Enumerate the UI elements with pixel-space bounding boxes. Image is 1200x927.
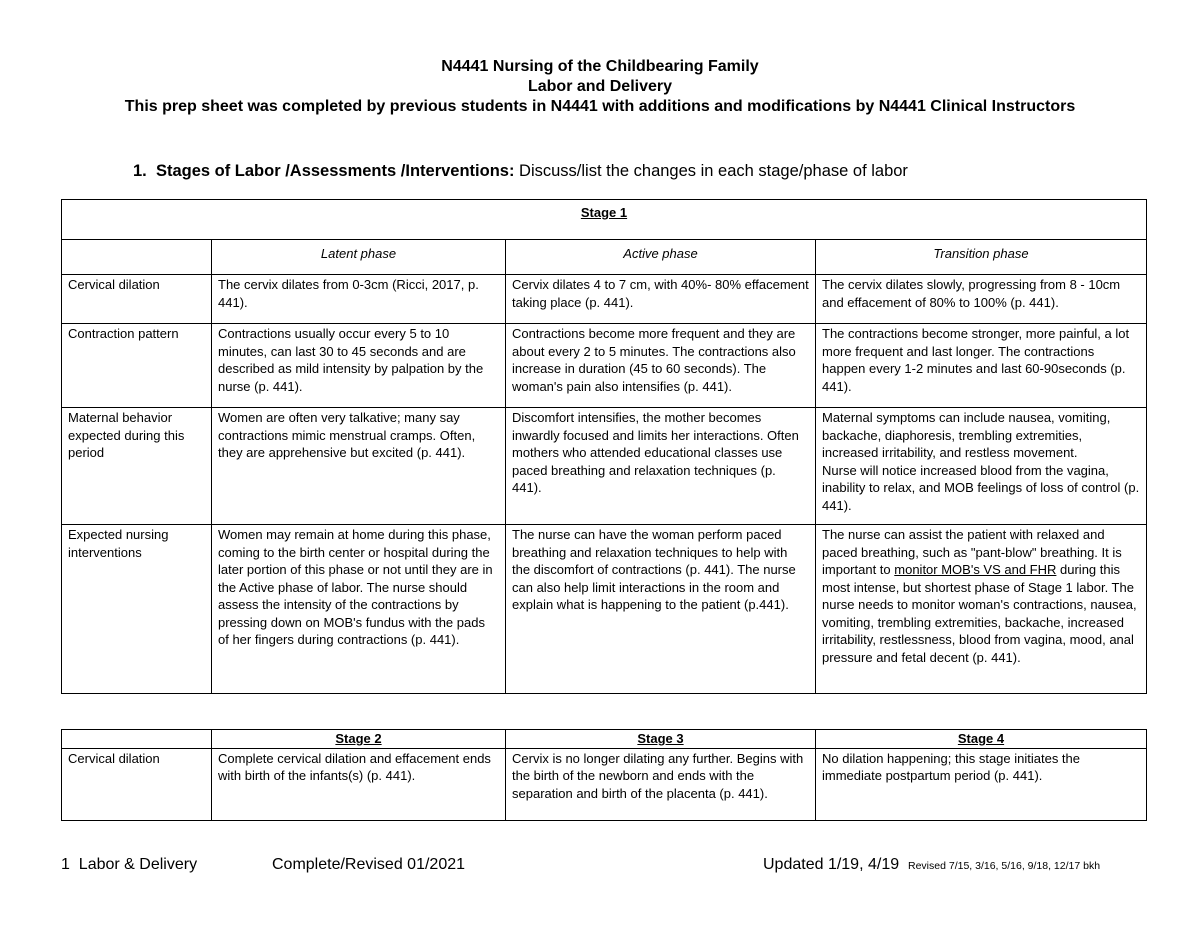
row-label: Contraction pattern <box>62 324 212 408</box>
table-cell: The cervix dilates slowly, progressing from 8 - 10cm and effacement of 80% to 100% (p. 441). <box>816 275 1147 324</box>
table-cell: No dilation happening; this stage initiates the immediate postpartum period (p. 441). <box>816 748 1147 820</box>
intervention-text-underlined: monitor MOB's VS and FHR <box>894 562 1057 577</box>
table-cell: Contractions become more frequent and they are about every 2 to 5 minutes. The contractions also increase in duration (45 to 60 seconds). The woman's pain also intensifies (p. 441). <box>506 324 816 408</box>
table-cell: Complete cervical dilation and effacement ends with birth of the infants(s) (p. 441). <box>212 748 506 820</box>
section-title: Stages of Labor /Assessments /Interventions: <box>155 162 515 180</box>
table-cell: The nurse can have the woman perform paced breathing and relaxation techniques to help with the discomfort of contractions (p. 441). The nurse can also help limit interactions in the room and explain what is happening to the patient (p.441). <box>506 525 816 694</box>
row-label: Cervical dilation <box>62 275 212 324</box>
table-row <box>62 525 1147 694</box>
row-label: Cervical dilation <box>62 748 212 820</box>
table-cell: Women are often very talkative; many say contractions mimic menstrual cramps. Often, they are apprehensive but excited (p. 441). <box>212 408 506 525</box>
phase-header-active: Active phase <box>506 240 816 275</box>
table-cell <box>816 408 1147 525</box>
transition-nurse-notice-text: Nurse will notice increased blood from the vagina, inability to relax, and MOB feelings of loss of control (p. 441). <box>822 462 1140 513</box>
table-cell: The contractions become stronger, more painful, a lot more frequent and last longer. The contractions happen every 1-2 minutes and last 60-90seconds (p. 441). <box>816 324 1147 408</box>
stage4-title: Stage 4 <box>957 731 1005 746</box>
stage1-title-cell <box>62 200 1147 240</box>
table-row <box>62 275 1147 324</box>
table-cell: The cervix dilates from 0-3cm (Ricci, 2017, p. 441). <box>212 275 506 324</box>
section-description: Discuss/list the changes in each stage/phase of labor <box>514 162 908 180</box>
stage4-header <box>816 730 1147 749</box>
intervention-text-start: The nurse can assist the patient with relaxed and paced breathing, such as "pant-blow" breathing. It is important to <box>822 527 1122 577</box>
page-number: 1 <box>61 856 70 873</box>
stages-2-4-table <box>61 729 1147 821</box>
document-subtitle: This prep sheet was completed by previous students in N4441 with additions and modifications by N4441 Clinical Instructors <box>124 98 1076 115</box>
stage2-header <box>212 730 506 749</box>
course-title: N4441 Nursing of the Childbearing Family <box>441 58 759 75</box>
footer-complete-revised: Complete/Revised 01/2021 <box>272 856 466 873</box>
table-row <box>62 324 1147 408</box>
document-header <box>0 57 1200 117</box>
table-row <box>62 748 1147 820</box>
phase-header-transition: Transition phase <box>816 240 1147 275</box>
table-cell: Cervix dilates 4 to 7 cm, with 40%- 80% effacement taking place (p. 441). <box>506 275 816 324</box>
stage2-title: Stage 2 <box>335 731 382 746</box>
stage1-title: Stage 1 <box>580 205 628 220</box>
table-cell: Women may remain at home during this phase, coming to the birth center or hospital during the later portion of this phase or not until they are in the Active phase of labor. The nurse should assess the intensity of the contractions by pressing down on MOB's fundus with the pads of her fingers during contractions (p. 441). <box>212 525 506 694</box>
section-heading <box>133 161 908 181</box>
table-cell <box>816 525 1147 694</box>
empty-header-cell <box>62 730 212 749</box>
section-number: 1. <box>133 162 147 180</box>
transition-symptoms-text: Maternal symptoms can include nausea, vomiting, backache, diaphoresis, trembling extremities, increased irritability, and restless movement. <box>822 410 1111 460</box>
table-cell: Cervix is no longer dilating any further. Begins with the birth of the newborn and ends with the separation and birth of the placenta (p. 441). <box>506 748 816 820</box>
footer-revised: Revised 7/15, 3/16, 5/16, 9/18, 12/17 bkh <box>908 860 1101 872</box>
footer-left <box>61 855 197 875</box>
stage3-header <box>506 730 816 749</box>
stage1-table <box>61 199 1147 694</box>
document-title: Labor and Delivery <box>527 78 673 95</box>
row-label: Expected nursing interventions <box>62 525 212 694</box>
table-row <box>62 730 1147 749</box>
table-cell: Discomfort intensifies, the mother becomes inwardly focused and limits her interactions. Often mothers who attended educational classes use paced breathing and relaxation techniques (p. 441). <box>506 408 816 525</box>
footer-updated: Updated 1/19, 4/19 <box>763 856 900 873</box>
table-row <box>62 240 1147 275</box>
footer-section-name: Labor & Delivery <box>78 856 198 873</box>
row-label: Maternal behavior expected during this period <box>62 408 212 525</box>
empty-header-cell <box>62 240 212 275</box>
table-row <box>62 408 1147 525</box>
table-row <box>62 200 1147 240</box>
intervention-text-end: during this most intense, but shortest phase of Stage 1 labor. The nurse needs to monitor woman's contractions, nausea, vomiting, trembling extremities, backache, increased irritability, restlessness, blood from vagina, mood, anal pressure and fetal decent (p. 441). <box>822 562 1137 665</box>
stage3-title: Stage 3 <box>637 731 684 746</box>
footer-right <box>763 855 1100 876</box>
phase-header-latent: Latent phase <box>212 240 506 275</box>
table-cell: Contractions usually occur every 5 to 10 minutes, can last 30 to 45 seconds and are described as mild intensity by palpation by the nurse (p. 441). <box>212 324 506 408</box>
